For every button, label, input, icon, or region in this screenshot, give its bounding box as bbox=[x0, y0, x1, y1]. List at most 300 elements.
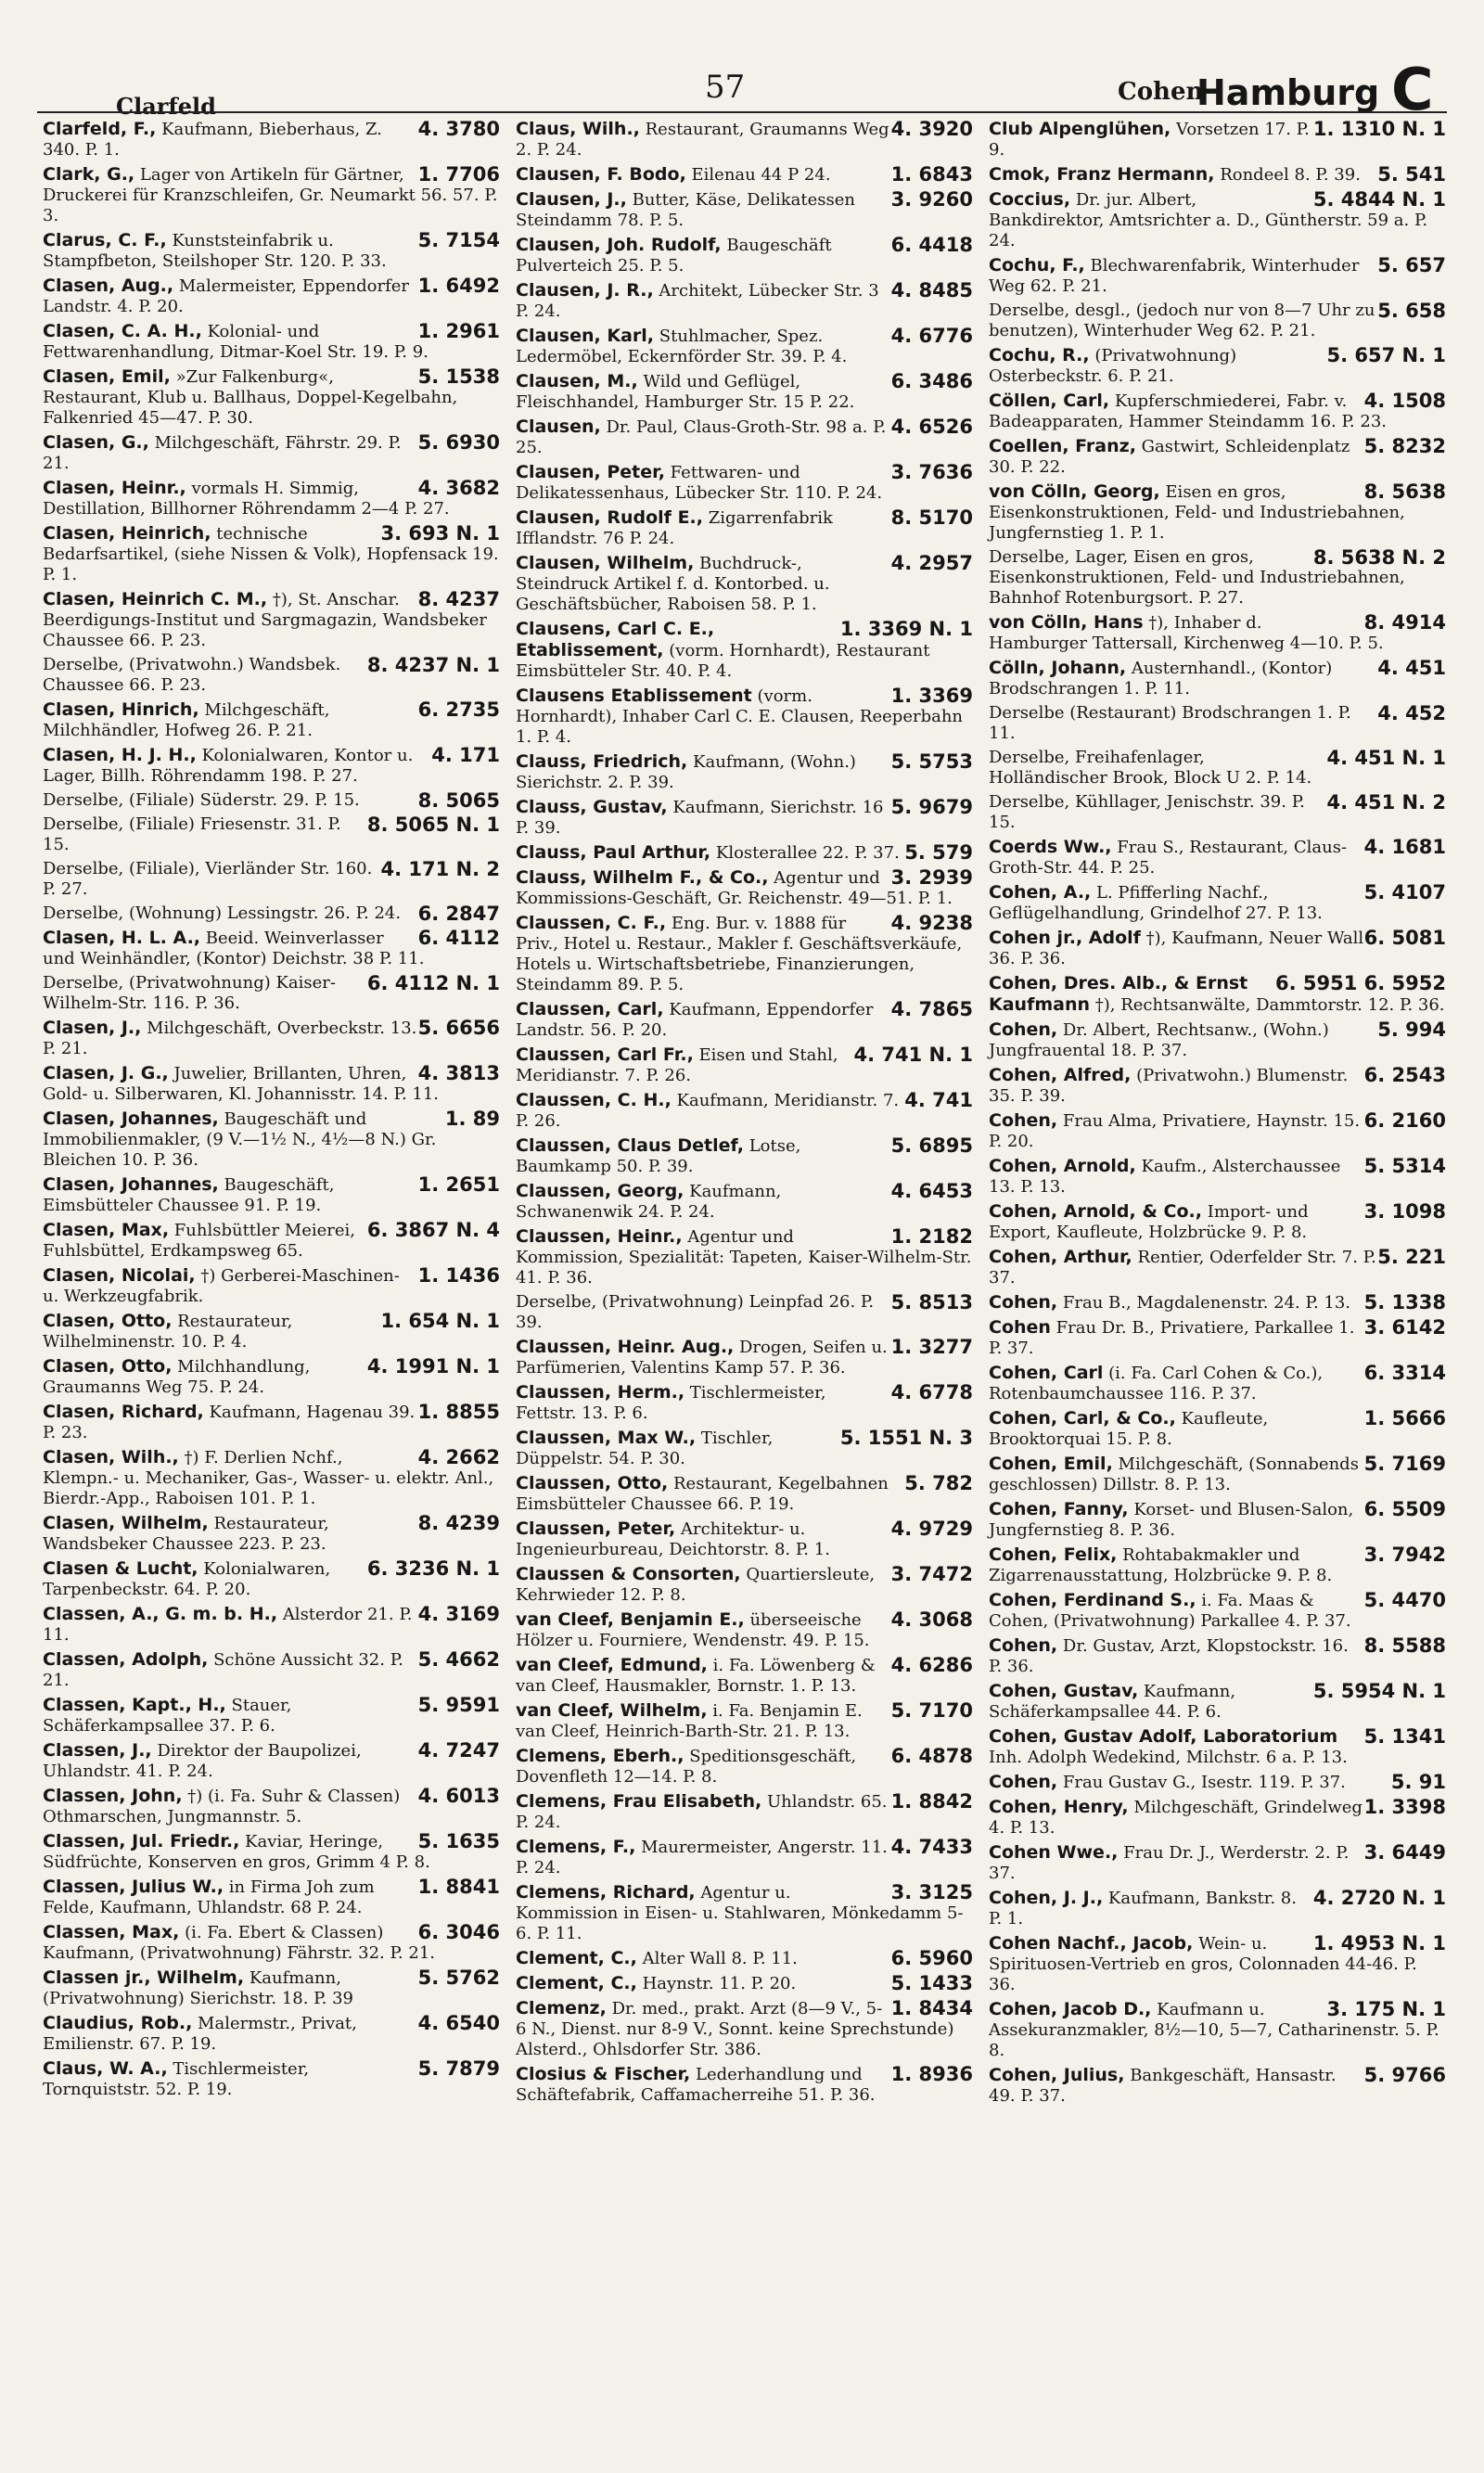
phone-number: 1. 1436 bbox=[417, 1264, 500, 1287]
entry-details: †), Rechtsanwälte, Dammtorstr. 12. P. 36. bbox=[1094, 995, 1445, 1015]
phone-number: 1. 3398 bbox=[1363, 1796, 1446, 1818]
entry-details: Gastwirt, Schleidenplatz 30. P. 22. bbox=[989, 437, 1350, 477]
entry-name: Clemens, F., bbox=[516, 1837, 636, 1857]
entry-name: Clasen, H. J. H., bbox=[43, 745, 197, 765]
entry-details: (vorm. Hornhardt), Restaurant Eimsbütteler Str. 40. P. 4. bbox=[516, 641, 930, 681]
entry-details: Austernhandl., (Kontor) Brodschrangen 1. P. 11. bbox=[989, 659, 1333, 698]
entry-details: Kolonial- und Fettwarenhandlung, Ditmar-Koel Str. 19. P. 9. bbox=[43, 322, 429, 362]
entry-name: Cohen, Arnold, & Co., bbox=[989, 1201, 1202, 1222]
entry-details: Korset- und Blusen-Salon, Jungfernstieg 8. P. 36. bbox=[989, 1500, 1354, 1540]
phone-number: 4. 7865 bbox=[890, 998, 973, 1020]
entry-name: Cohen, bbox=[989, 1110, 1058, 1131]
directory-entry bbox=[43, 1108, 500, 1171]
phone-number: 3. 7942 bbox=[1363, 1544, 1446, 1566]
entry-details: Uhlandstr. 65. P. 24. bbox=[516, 1792, 888, 1832]
header-left-keyword: Clarfeld bbox=[116, 93, 216, 120]
phone-number: 6. 5951 6. 5952 bbox=[1274, 972, 1446, 994]
directory-entry bbox=[989, 2065, 1446, 2107]
entry-details: Kaufmann u. Assekuranzmakler, 8½—10, 5—7, Catharinenstr. 5. P. 8. bbox=[989, 2000, 1439, 2060]
directory-entry bbox=[516, 1609, 973, 1651]
directory-entry bbox=[516, 1998, 973, 2060]
entry-name: Classen, Max, bbox=[43, 1922, 180, 1942]
phone-number: 3. 2939 bbox=[890, 866, 973, 889]
entry-details: Zigarrenfabrik Ifflandstr. 76 P. 24. bbox=[516, 508, 833, 548]
directory-entry bbox=[516, 1882, 973, 1944]
entry-details: Kaufmann, Schwanenwik 24. P. 24. bbox=[516, 1182, 782, 1222]
directory-entry bbox=[516, 1700, 973, 1742]
phone-number: 4. 2662 bbox=[417, 1446, 500, 1468]
entry-name: Cohen, Julius, bbox=[989, 2065, 1125, 2085]
phone-number: 4. 452 bbox=[1377, 702, 1446, 724]
directory-entry bbox=[516, 1090, 973, 1132]
phone-number: 5. 6930 bbox=[417, 431, 500, 454]
entry-details: Kaufmann, Sierichstr. 16 P. 39. bbox=[516, 798, 884, 838]
entry-details: Restaurateur, Wandsbeker Chaussee 223. P. 23. bbox=[43, 1514, 329, 1554]
entry-details: Kaufm., Alsterchaussee 13. P. 13. bbox=[989, 1157, 1341, 1197]
entry-name: Clasen, Johannes, bbox=[43, 1108, 219, 1129]
entry-details: Drogen, Seifen u. Parfümerien, Valentins Kamp 57. P. 36. bbox=[516, 1338, 888, 1377]
entry-details: vormals H. Simmig, Destillation, Billhorner Röhrendamm 2—4 P. 27. bbox=[43, 479, 450, 519]
entry-details: Baugeschäft Pulverteich 25. P. 5. bbox=[516, 236, 832, 275]
entry-details: Derselbe, (Privatwohnung) Leinpfad 26. P. 39. bbox=[516, 1292, 875, 1332]
entry-name: Clasen, Max, bbox=[43, 1220, 170, 1240]
entry-details: Stuhlmacher, Spez. Ledermöbel, Eckernförder Str. 39. P. 4. bbox=[516, 327, 848, 366]
directory-entry bbox=[516, 842, 973, 864]
phone-number: 4. 3682 bbox=[417, 477, 500, 499]
phone-number: 1. 654 N. 1 bbox=[380, 1310, 500, 1332]
phone-number: 8. 5170 bbox=[890, 506, 973, 529]
phone-number: 4. 741 bbox=[904, 1089, 973, 1111]
directory-entry bbox=[43, 1311, 500, 1352]
entry-name: Clarus, C. F., bbox=[43, 230, 167, 250]
entry-details: Dr. Paul, Claus-Groth-Str. 98 a. P. 25. bbox=[516, 417, 887, 457]
entry-name: Cohen, Henry, bbox=[989, 1797, 1129, 1817]
directory-entry bbox=[989, 1635, 1446, 1677]
entry-details: Haynstr. 11. P. 20. bbox=[642, 1974, 797, 1993]
entry-details: i. Fa. Maas & Cohen, (Privatwohnung) Parkallee 4. P. 37. bbox=[989, 1591, 1351, 1631]
entry-name: Clauss, Paul Arthur, bbox=[516, 842, 711, 863]
entry-details: Architekt, Lübecker Str. 3 P. 24. bbox=[516, 281, 879, 321]
phone-number: 1. 7706 bbox=[417, 163, 500, 186]
phone-number: 8. 4914 bbox=[1363, 611, 1446, 634]
entry-details: †) F. Derlien Nchf., Klempn.- u. Mechaniker, Gas-, Wasser- u. elektr. Anl., Bierdr.-App., Raboisen 101. P. 1. bbox=[43, 1448, 494, 1508]
phone-number: 5. 5314 bbox=[1363, 1155, 1446, 1177]
phone-number: 6. 3867 N. 4 bbox=[366, 1219, 500, 1241]
directory-entry bbox=[43, 1356, 500, 1398]
phone-number: 4. 6013 bbox=[417, 1785, 500, 1807]
entry-name: Cohen, Felix, bbox=[989, 1544, 1118, 1565]
entry-details: Bankgeschäft, Hansastr. 49. P. 37. bbox=[989, 2066, 1337, 2106]
header-city: Hamburg bbox=[1196, 72, 1380, 113]
directory-entry bbox=[43, 1447, 500, 1509]
entry-details: Baugeschäft und Immobilienmakler, (9 V.—1½ N., 4½—8 N.) Gr. Bleichen 10. P. 36. bbox=[43, 1109, 437, 1170]
entry-name: Cohen, A., bbox=[989, 882, 1092, 903]
directory-entry bbox=[43, 1558, 500, 1600]
phone-number: 4. 8485 bbox=[890, 279, 973, 301]
directory-entry bbox=[989, 189, 1446, 251]
directory-entry bbox=[43, 1786, 500, 1827]
entry-details: Eng. Bur. v. 1888 für Priv., Hotel u. Restaur., Makler f. Geschäftsverkäufe, Hotels u. Wirtschaftsbetriebe, Finanzierungen, Steindamm 89. P. 5. bbox=[516, 914, 963, 994]
phone-number: 5. 1635 bbox=[417, 1830, 500, 1852]
entry-details: Wein- u. Spirituosen-Vertrieb en gros, Colonnaden 44-46. P. 36. bbox=[989, 1934, 1417, 1994]
entry-name: Clasen, Johannes, bbox=[43, 1174, 219, 1195]
entry-name: Cohen, bbox=[989, 1292, 1058, 1313]
phone-number: 6. 5509 bbox=[1363, 1498, 1446, 1520]
entry-details: Kaufmann, Bieberhaus, Z. 340. P. 1. bbox=[43, 120, 382, 160]
phone-number: 5. 5954 N. 1 bbox=[1312, 1680, 1446, 1702]
directory-entry bbox=[989, 1772, 1446, 1793]
entry-details: Inh. Adolph Wedekind, Milchstr. 6 a. P. 13. bbox=[989, 1748, 1348, 1767]
directory-entry bbox=[989, 1726, 1446, 1768]
phone-number: 5. 657 bbox=[1377, 254, 1446, 276]
phone-number: 5. 658 bbox=[1377, 300, 1446, 322]
phone-number: 5. 1338 bbox=[1363, 1291, 1446, 1313]
directory-entry bbox=[989, 1019, 1446, 1061]
directory-entry bbox=[989, 164, 1446, 186]
directory-entry bbox=[516, 913, 973, 995]
directory-entry bbox=[43, 1402, 500, 1443]
entry-name: Clasen, Richard, bbox=[43, 1402, 204, 1422]
entry-details: Kaufmann, Hagenau 39. P. 23. bbox=[43, 1403, 416, 1442]
phone-number: 3. 3125 bbox=[890, 1881, 973, 1903]
directory-entry bbox=[43, 1695, 500, 1736]
directory-entry bbox=[516, 686, 973, 748]
entry-details: Baugeschäft, Eimsbütteler Chaussee 91. P. 19. bbox=[43, 1175, 335, 1215]
column-2 bbox=[510, 119, 979, 2110]
directory-entry bbox=[989, 547, 1446, 609]
directory-entry bbox=[989, 391, 1446, 432]
directory-entry bbox=[989, 973, 1446, 1016]
directory-entry bbox=[516, 235, 973, 276]
phone-number: 3. 9260 bbox=[890, 188, 973, 211]
entry-name: van Cleef, Wilhelm, bbox=[516, 1700, 708, 1721]
entry-name: Clasen, J., bbox=[43, 1018, 142, 1038]
entry-name: Clasen, Otto, bbox=[43, 1311, 173, 1331]
entry-name: Cohen, Ferdinand S., bbox=[989, 1590, 1196, 1610]
directory-entry bbox=[516, 999, 973, 1041]
directory-entry bbox=[43, 699, 500, 741]
entry-name: Claus, W. A., bbox=[43, 2058, 168, 2079]
directory-entry bbox=[989, 1292, 1446, 1313]
entry-details: Kaufmann, Bankstr. 8. P. 1. bbox=[989, 1889, 1297, 1928]
entry-name: von Cölln, Georg, bbox=[989, 481, 1160, 502]
entry-details: Derselbe, (Wohnung) Lessingstr. 26. P. 24. bbox=[43, 903, 402, 923]
directory-entry bbox=[516, 371, 973, 413]
entry-details: Eilenau 44 P 24. bbox=[691, 165, 831, 185]
entry-details: Milchhandlung, Graumanns Weg 75. P. 24. bbox=[43, 1357, 311, 1397]
entry-name: Claussen, C. F., bbox=[516, 913, 667, 933]
entry-name: Clausen, Wilhelm, bbox=[516, 553, 695, 573]
entry-details: Eisen und Stahl, Meridianstr. 7. P. 26. bbox=[516, 1045, 838, 1085]
directory-entry bbox=[989, 1201, 1446, 1243]
entry-name: Cochu, F., bbox=[989, 255, 1085, 275]
phone-number: 6. 3314 bbox=[1363, 1362, 1446, 1384]
entry-details: Derselbe, desgl., (jedoch nur von 8—7 Uhr zu benutzen), Winterhuder Weg 62. P. 21. bbox=[989, 301, 1375, 340]
column-3 bbox=[983, 119, 1452, 2110]
phone-number: 8. 5065 bbox=[417, 789, 500, 812]
phone-number: 1. 8936 bbox=[890, 2063, 973, 2085]
page-number: 57 bbox=[705, 69, 746, 106]
entry-details: überseeische Hölzer u. Fourniere, Wendenstr. 49. P. 15. bbox=[516, 1610, 870, 1650]
entry-name: Cohen, Jacob D., bbox=[989, 1999, 1152, 2019]
directory-entry bbox=[516, 1948, 973, 1969]
entry-details: Dr. jur. Albert, Bankdirektor, Amtsrichter a. D., Güntherstr. 59 a. P. 24. bbox=[989, 190, 1428, 250]
directory-entry bbox=[516, 119, 973, 160]
entry-name: Claussen, Heinr. Aug., bbox=[516, 1337, 735, 1357]
entry-details: Kaufmann, Eppendorfer Landstr. 56. P. 20. bbox=[516, 1000, 874, 1040]
entry-name: Claussen, C. H., bbox=[516, 1090, 672, 1110]
directory-entry bbox=[43, 814, 500, 855]
entry-name: Clausen, J. R., bbox=[516, 280, 654, 301]
entry-name: Claus, Wilh., bbox=[516, 119, 640, 139]
directory-entry bbox=[989, 748, 1446, 788]
phone-number: 5. 4107 bbox=[1363, 881, 1446, 903]
directory-entry bbox=[43, 2013, 500, 2055]
directory-entry bbox=[516, 416, 973, 458]
phone-number: 5. 6656 bbox=[417, 1017, 500, 1039]
directory-entry bbox=[43, 1018, 500, 1059]
entry-details: Tischlermeister, Fettstr. 13. P. 6. bbox=[516, 1383, 826, 1423]
directory-entry bbox=[43, 655, 500, 696]
directory-entry bbox=[516, 797, 973, 839]
entry-details: Derselbe, Kühllager, Jenischstr. 39. P. 15. bbox=[989, 792, 1305, 832]
directory-entry bbox=[989, 1499, 1446, 1541]
entry-details: Architektur- u. Ingenieurbureau, Deichtorstr. 8. P. 1. bbox=[516, 1519, 830, 1559]
phone-number: 3. 175 N. 1 bbox=[1326, 1998, 1446, 2020]
entry-name: Claussen, Max W., bbox=[516, 1428, 697, 1448]
phone-number: 4. 6286 bbox=[890, 1654, 973, 1676]
directory-entry bbox=[43, 589, 500, 651]
directory-entry bbox=[43, 2058, 500, 2100]
entry-name: Clausens Etablissement bbox=[516, 686, 752, 706]
entry-details: Tischler, Düppelstr. 54. P. 30. bbox=[516, 1429, 774, 1468]
phone-number: 5. 541 bbox=[1377, 163, 1446, 186]
phone-number: 1. 8434 bbox=[890, 1997, 973, 2019]
directory-entry bbox=[43, 366, 500, 429]
phone-number: 4. 7433 bbox=[890, 1836, 973, 1858]
entry-details: Alsterdor 21. P. 11. bbox=[43, 1605, 413, 1645]
directory-entry bbox=[516, 1428, 973, 1469]
entry-name: Clauss, Gustav, bbox=[516, 797, 668, 817]
phone-number: 1. 2651 bbox=[417, 1173, 500, 1196]
directory-entry bbox=[516, 619, 973, 682]
entry-details: (vorm. Hornhardt), Inhaber Carl C. E. Clausen, Reeperbahn 1. P. 4. bbox=[516, 686, 964, 747]
directory-entry bbox=[989, 1247, 1446, 1288]
phone-number: 6. 4112 bbox=[417, 927, 500, 949]
entry-details: (i. Fa. Ebert & Classen) Kaufmann, (Privatwohnung) Fährstr. 32. P. 21. bbox=[43, 1923, 435, 1963]
entry-name: Clausen, J., bbox=[516, 189, 627, 210]
phone-number: 5. 1433 bbox=[890, 1972, 973, 1994]
entry-name: Clasen, H. L. A., bbox=[43, 928, 200, 948]
directory-entry bbox=[516, 553, 973, 615]
entry-details: Dr. Gustav, Arzt, Klopstockstr. 16. P. 36. bbox=[989, 1636, 1349, 1676]
entry-details: Lager von Artikeln für Gärtner, Druckerei für Kranzschleifen, Gr. Neumarkt 56. 57. P. 3. bbox=[43, 165, 498, 225]
entry-details: Juwelier, Brillanten, Uhren, Gold- u. Silberwaren, Kl. Johannisstr. 14. P. 11. bbox=[43, 1064, 440, 1104]
directory-entry bbox=[43, 1265, 500, 1307]
phone-number: 1. 3369 N. 1 bbox=[839, 618, 973, 640]
directory-entry bbox=[989, 1544, 1446, 1586]
phone-number: 5. 782 bbox=[904, 1472, 973, 1494]
entry-details: Blechwarenfabrik, Winterhuder Weg 62. P. 21. bbox=[989, 256, 1360, 296]
entry-details: Milchgeschäft, (Sonnabends geschlossen) Dillstr. 8. P. 13. bbox=[989, 1454, 1359, 1494]
entry-name: Classen, Kapt., H., bbox=[43, 1695, 226, 1715]
phone-number: 8. 4237 N. 1 bbox=[366, 654, 500, 676]
phone-number: 3. 6449 bbox=[1363, 1841, 1446, 1864]
entry-details: »Zur Falkenburg«, Restaurant, Klub u. Ballhaus, Doppel-Kegelbahn, Falkenried 45—47. P. 30. bbox=[43, 367, 458, 428]
phone-number: 5. 6895 bbox=[890, 1134, 973, 1157]
entry-name: Cohen Nachf., Jacob, bbox=[989, 1933, 1194, 1954]
entry-name: Clemens, Frau Elisabeth, bbox=[516, 1791, 762, 1812]
directory-entry bbox=[43, 119, 500, 160]
entry-details: Fuhlsbüttler Meierei, Fuhlsbüttel, Erdkampsweg 65. bbox=[43, 1221, 355, 1261]
directory-entry bbox=[516, 189, 973, 231]
entry-name: Cohen, bbox=[989, 1635, 1058, 1656]
entry-details: Rondeel 8. P. 39. bbox=[1220, 165, 1361, 185]
entry-name: Claussen, Claus Detlef, bbox=[516, 1135, 744, 1156]
entry-name: Clemenz, bbox=[516, 1998, 607, 2018]
phone-number: 4. 451 N. 2 bbox=[1326, 791, 1446, 814]
entry-details: Vorsetzen 17. P. 9. bbox=[989, 120, 1310, 160]
entry-details: L. Pfifferling Nachf., Geflügelhandlung, Grindelhof 27. P. 13. bbox=[989, 883, 1323, 923]
directory-entry bbox=[516, 164, 973, 186]
entry-name: Claussen, Carl Fr., bbox=[516, 1044, 694, 1065]
entry-details: Derselbe, (Filiale), Vierländer Str. 160. P. 27. bbox=[43, 859, 373, 899]
phone-number: 5. 7170 bbox=[890, 1699, 973, 1722]
entry-details: Kaufmann, Meridianstr. 7. P. 26. bbox=[516, 1091, 900, 1131]
entry-name: Claussen, Peter, bbox=[516, 1518, 676, 1539]
entry-details: Kaufmann, (Wohn.) Sierichstr. 2. P. 39. bbox=[516, 752, 856, 792]
entry-details: Speditionsgeschäft, Dovenfleth 12—14. P. 8. bbox=[516, 1747, 857, 1787]
directory-entry bbox=[43, 1604, 500, 1646]
entry-name: Clausen, Joh. Rudolf, bbox=[516, 235, 722, 255]
phone-number: 4. 9729 bbox=[890, 1518, 973, 1540]
entry-details: Schöne Aussicht 32. P. 21. bbox=[43, 1650, 403, 1690]
entry-name: Clasen, Heinr., bbox=[43, 478, 186, 498]
entry-details: Dr. med., prakt. Arzt (8—9 V., 5-6 N., Dienst. nur 8-9 V., Sonnt. keine Sprechstunde) Alsterd., Ohlsdorfer Str. 386. bbox=[516, 1999, 954, 2059]
phone-number: 5. 1341 bbox=[1363, 1725, 1446, 1748]
phone-number: 1. 2182 bbox=[890, 1225, 973, 1248]
phone-number: 4. 6778 bbox=[890, 1381, 973, 1403]
directory-entry bbox=[516, 867, 973, 909]
phone-number: 5. 657 N. 1 bbox=[1326, 344, 1446, 366]
phone-number: 6. 2735 bbox=[417, 698, 500, 721]
directory-entry bbox=[989, 1681, 1446, 1723]
phone-number: 4. 6540 bbox=[417, 2012, 500, 2034]
entry-name: Clemens, Eberh., bbox=[516, 1746, 684, 1766]
entry-details: Direktor der Baupolizei, Uhlandstr. 41. P. 24. bbox=[43, 1741, 362, 1781]
entry-name: Clasen, Emil, bbox=[43, 366, 171, 387]
phone-number: 3. 1098 bbox=[1363, 1200, 1446, 1223]
entry-details: Derselbe, Freihafenlager, Holländischer Brook, Block U 2. P. 14. bbox=[989, 748, 1312, 788]
directory-entry bbox=[516, 1181, 973, 1223]
entry-details: Derselbe, (Privatwohnung) Kaiser-Wilhelm-Str. 116. P. 36. bbox=[43, 973, 336, 1013]
phone-number: 5. 5762 bbox=[417, 1967, 500, 1989]
entry-name: Cohen bbox=[989, 1317, 1051, 1338]
entry-name: Cmok, Franz Hermann, bbox=[989, 164, 1215, 185]
directory-entry bbox=[989, 1317, 1446, 1359]
entry-name: Classen, John, bbox=[43, 1786, 183, 1806]
entry-name: Cöllen, Carl, bbox=[989, 391, 1110, 411]
directory-entry bbox=[989, 882, 1446, 924]
directory-entry bbox=[989, 1065, 1446, 1107]
entry-name: Clausen, M., bbox=[516, 371, 638, 391]
entry-details: in Firma Joh zum Felde, Kaufmann, Uhlandstr. 68 P. 24. bbox=[43, 1877, 375, 1917]
entry-details: Milchgeschäft, Fährstr. 29. P. 21. bbox=[43, 433, 402, 473]
entry-name: Clark, G., bbox=[43, 164, 135, 185]
directory-entry bbox=[43, 1967, 500, 2009]
entry-details: Kolonialwaren, Tarpenbeckstr. 64. P. 20. bbox=[43, 1559, 331, 1599]
phone-number: 6. 4878 bbox=[890, 1745, 973, 1767]
phone-number: 1. 8841 bbox=[417, 1876, 500, 1898]
directory-entry bbox=[989, 928, 1446, 969]
directory-entry bbox=[989, 1363, 1446, 1404]
directory-entry bbox=[43, 1877, 500, 1918]
directory-entry bbox=[516, 1135, 973, 1177]
entry-name: Cohen, Dres. Alb., & Ernst Kaufmann bbox=[989, 973, 1248, 1015]
entry-name: Clasen, Nicolai, bbox=[43, 1265, 196, 1286]
entry-details: Tischlermeister, Tornquiststr. 52. P. 19. bbox=[43, 2059, 310, 2099]
header-letter: C bbox=[1391, 56, 1434, 123]
phone-number: 5. 9679 bbox=[890, 796, 973, 818]
directory-entry bbox=[989, 1999, 1446, 2061]
entry-name: Cohen, Arnold, bbox=[989, 1156, 1136, 1176]
directory-entry bbox=[43, 1740, 500, 1782]
entry-name: Claussen, Heinr., bbox=[516, 1226, 683, 1247]
phone-number: 6. 2847 bbox=[417, 903, 500, 925]
entry-details: Frau Dr. B., Privatiere, Parkallee 1. P. 37. bbox=[989, 1318, 1355, 1358]
directory-entry bbox=[989, 436, 1446, 478]
entry-name: Clasen, C. A. H., bbox=[43, 321, 202, 341]
directory-entry bbox=[516, 1382, 973, 1424]
phone-number: 5. 8232 bbox=[1363, 435, 1446, 457]
entry-name: Classen jr., Wilhelm, bbox=[43, 1967, 245, 1988]
directory-entry bbox=[516, 1791, 973, 1833]
directory-entry bbox=[989, 703, 1446, 744]
column-1 bbox=[37, 119, 505, 2110]
entry-details: Eisen en gros, Eisenkonstruktionen, Feld- und Industriebahnen, Jungfernstieg 1. P. 1. bbox=[989, 482, 1405, 543]
directory-columns bbox=[37, 119, 1447, 2110]
entry-name: Clasen, Wilh., bbox=[43, 1447, 179, 1467]
directory-entry bbox=[516, 1655, 973, 1697]
entry-name: Classen, A., G. m. b. H., bbox=[43, 1604, 278, 1624]
entry-name: Cölln, Johann, bbox=[989, 658, 1127, 678]
phone-number: 5. 1538 bbox=[417, 365, 500, 388]
entry-name: Clemens, Richard, bbox=[516, 1882, 696, 1903]
entry-name: Clauss, Friedrich, bbox=[516, 751, 688, 772]
entry-name: Coerds Ww., bbox=[989, 837, 1112, 857]
entry-name: Clasen, J. G., bbox=[43, 1063, 169, 1083]
entry-name: Clausen, F. Bodo, bbox=[516, 164, 686, 185]
entry-details: i. Fa. Löwenberg & van Cleef, Hausmakler, Bornstr. 1. P. 13. bbox=[516, 1656, 876, 1696]
page-header bbox=[37, 56, 1447, 123]
phone-number: 4. 2957 bbox=[890, 552, 973, 574]
entry-name: Club Alpenglühen, bbox=[989, 119, 1171, 139]
phone-number: 1. 89 bbox=[444, 1108, 500, 1130]
phone-number: 8. 4239 bbox=[417, 1512, 500, 1534]
directory-entry bbox=[989, 658, 1446, 699]
phone-number: 8. 5638 bbox=[1363, 481, 1446, 503]
phone-number: 4. 451 bbox=[1377, 657, 1446, 679]
phone-number: 4. 3068 bbox=[890, 1608, 973, 1631]
entry-name: Cohen, Arthur, bbox=[989, 1247, 1132, 1267]
entry-name: Classen, Julius W., bbox=[43, 1877, 224, 1897]
directory-entry bbox=[43, 859, 500, 900]
entry-details: Restaurant, Kegelbahnen Eimsbütteler Chaussee 66. P. 19. bbox=[516, 1474, 889, 1514]
entry-name: Claudius, Rob., bbox=[43, 2013, 193, 2033]
phone-number: 4. 1508 bbox=[1363, 390, 1446, 412]
phone-number: 6. 3236 N. 1 bbox=[366, 1557, 500, 1580]
directory-entry bbox=[516, 507, 973, 549]
